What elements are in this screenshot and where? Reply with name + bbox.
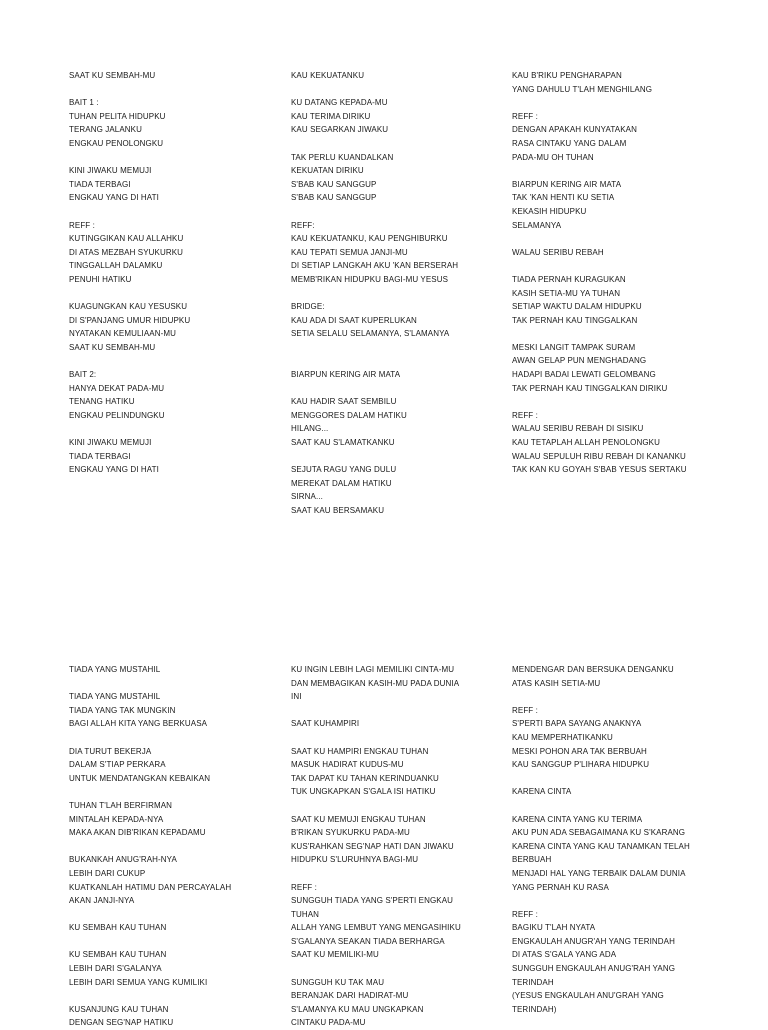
lyric-line: KAU SANGGUP P'LIHARA HIDUPKU — [512, 760, 650, 770]
lyric-line: MENDENGAR DAN BERSUKA DENGANKU — [512, 665, 674, 674]
lyric-line: ENGKAU YANG DI HATI — [69, 193, 159, 203]
line-spacer — [291, 287, 511, 301]
line-spacer — [69, 989, 289, 1003]
line-spacer — [291, 382, 511, 396]
lyric-line: BIARPUN KERING AIR MATA — [512, 179, 622, 189]
lyric-line: KEKUATAN DIRIKU — [291, 166, 364, 176]
top-column-3 — [512, 69, 732, 477]
lyric-line: KAU TETAPLAH ALLAH PENOLONGKU — [512, 438, 660, 448]
line-spacer — [69, 677, 289, 691]
lyric-line: KAU ADA DI SAAT KUPERLUKAN — [291, 315, 417, 325]
lyric-line: KUS'RAHKAN SEG'NAP HATI DAN JIWAKU — [291, 841, 454, 851]
lyric-line: TENANG HATIKU — [69, 397, 135, 407]
lyric-line: DIA TURUT BEKERJA — [69, 746, 152, 756]
line-spacer — [512, 772, 732, 786]
lyric-line: KINI JIWAKU MEMUJI — [69, 166, 152, 176]
lyric-line: BAGI ALLAH KITA YANG BERKUASA — [69, 719, 208, 729]
lyric-line: S'GALANYA SEAKAN TIADA BERHARGA — [291, 936, 445, 946]
lyric-line: MESKI POHON ARA TAK BERBUAH — [512, 746, 647, 756]
lyric-line: KUATKANLAH HATIMU DAN PERCAYALAH — [69, 882, 232, 892]
line-spacer — [291, 867, 511, 881]
lyric-line: ALLAH YANG LEMBUT YANG MENGASIHIKU — [291, 923, 461, 933]
lyric-line: TIADA PERNAH KURAGUKAN — [512, 274, 626, 284]
lyric-line: TERANG JALANKU — [69, 125, 142, 135]
line-spacer — [69, 422, 289, 436]
lyric-line: HILANG... — [291, 424, 329, 434]
lyric-line: SAAT KAU S'LAMATKANKU — [291, 438, 395, 448]
lyric-line: TAK 'KAN HENTI KU SETIA — [512, 193, 615, 203]
lyric-line: SIRNA... — [291, 492, 323, 502]
lyric-line: AKU PUN ADA SEBAGAIMANA KU S'KARANG — [512, 828, 686, 838]
line-spacer — [512, 259, 732, 273]
lyric-line: DI S'PANJANG UMUR HIDUPKU — [69, 315, 191, 325]
lyric-line: DAN MEMBAGIKAN KASIH-MU PADA DUNIA — [291, 678, 460, 688]
line-spacer — [512, 327, 732, 341]
lyric-line: WALAU SERIBU REBAH DI SISIKU — [512, 424, 644, 434]
lyric-line: REFF : — [69, 220, 95, 230]
lyric-line: SETIA SELALU SELAMANYA, S'LAMANYA — [291, 329, 450, 339]
lyric-line: TAK PERNAH KAU TINGGALKAN — [512, 315, 638, 325]
lyric-line: SAAT KU HAMPIRI ENGKAU TUHAN — [291, 746, 429, 756]
lyric-line: KAU SEGARKAN JIWAKU — [291, 125, 389, 135]
lyric-line: KAU MEMPERHATIKANKU — [512, 732, 613, 742]
lyric-line: SELAMANYA — [512, 220, 562, 230]
lyric-line: LEBIH DARI CUKUP — [69, 868, 146, 878]
lyric-line: NYATAKAN KEMULIAAN-MU — [69, 329, 177, 339]
top-column-2 — [291, 69, 511, 518]
lyric-line: KAU TERIMA DIRIKU — [291, 111, 371, 121]
line-spacer — [512, 395, 732, 409]
lyric-line: TERINDAH) — [512, 1004, 557, 1014]
lyric-line: MEREKAT DALAM HATIKU — [291, 478, 392, 488]
line-spacer — [291, 731, 511, 745]
lyric-line: BAIT 1 : — [69, 98, 99, 108]
lyric-line: HADAPI BADAI LEWATI GELOMBANG — [512, 370, 656, 380]
line-spacer — [291, 354, 511, 368]
lyric-line: KU SEMBAH KAU TUHAN — [69, 950, 167, 960]
lyric-line: KUSANJUNG KAU TUHAN — [69, 1004, 169, 1014]
lyric-line: YANG DAHULU T'LAH MENGHILANG — [512, 84, 653, 94]
lyric-line: SAAT KU SEMBAH-MU — [69, 342, 156, 352]
lyric-line: WALAU SERIBU REBAH — [512, 247, 604, 257]
lyric-line: KARENA CINTA — [512, 787, 572, 797]
line-spacer — [69, 840, 289, 854]
lyric-line: ENGKAU PELINDUNGKU — [69, 410, 165, 420]
lyric-line: BAGIKU T'LAH NYATA — [512, 923, 596, 933]
lyric-line: DI ATAS MEZBAH SYUKURKU — [69, 247, 184, 257]
lyric-line: KAU B'RIKU PENGHARAPAN — [512, 71, 622, 80]
line-spacer — [512, 894, 732, 908]
lyric-line: CINTAKU PADA-MU — [291, 1018, 366, 1028]
lyric-line: TIADA TERBAGI — [69, 179, 131, 189]
lyric-line: REFF : — [291, 882, 317, 892]
lyric-line: ATAS KASIH SETIA-MU — [512, 678, 601, 688]
lyric-line: INI — [291, 692, 302, 702]
lyric-line: SUNGGUH TIADA YANG S'PERTI ENGKAU — [291, 896, 454, 906]
line-spacer — [291, 450, 511, 464]
line-spacer — [512, 232, 732, 246]
lyric-line: RASA CINTAKU YANG DALAM — [512, 138, 627, 148]
lyric-line: KARENA CINTA YANG KU TERIMA — [512, 814, 643, 824]
lyric-line: S'PERTI BAPA SAYANG ANAKNYA — [512, 719, 642, 729]
lyric-line: DENGAN SEG'NAP HATIKU — [69, 1018, 174, 1028]
lyric-line: DENGAN APAKAH KUNYATAKAN — [512, 125, 637, 135]
lyric-line: TAK KAN KU GOYAH S'BAB YESUS SERTAKU — [512, 465, 687, 475]
line-spacer — [69, 354, 289, 368]
line-spacer — [69, 908, 289, 922]
lyric-line: PADA-MU OH TUHAN — [512, 152, 594, 162]
lyric-line: TAK PERLU KUANDALKAN — [291, 152, 394, 162]
lyric-line: SUNGGUH KU TAK MAU — [291, 977, 385, 987]
lyric-line: KU DATANG KEPADA-MU — [291, 98, 388, 108]
line-spacer — [291, 205, 511, 219]
lyric-line: MEMB'RIKAN HIDUPKU BAGI-MU YESUS — [291, 274, 449, 284]
lyric-line: KU INGIN LEBIH LAGI MEMILIKI CINTA-MU — [291, 665, 455, 674]
lyric-line: BERBUAH — [512, 855, 552, 865]
lyric-line: AWAN GELAP PUN MENGHADANG — [512, 356, 647, 366]
lyric-line: BIARPUN KERING AIR MATA — [291, 370, 401, 380]
line-spacer — [512, 799, 732, 813]
lyric-line: KAU HADIR SAAT SEMBILU — [291, 397, 397, 407]
lyric-line: MESKI LANGIT TAMPAK SURAM — [512, 342, 636, 352]
lyric-line: KAU KEKUATANKU, KAU PENGHIBURKU — [291, 234, 448, 244]
lyric-line: S'BAB KAU SANGGUP — [291, 193, 377, 203]
bottom-column-3 — [512, 663, 732, 1016]
lyric-line: TIADA YANG MUSTAHIL — [69, 665, 161, 674]
lyric-line: LEBIH DARI S'GALANYA — [69, 964, 162, 974]
lyric-line: REFF : — [512, 909, 538, 919]
line-spacer — [291, 704, 511, 718]
lyric-line: KEKASIH HIDUPKU — [512, 206, 587, 216]
line-spacer — [69, 287, 289, 301]
lyric-line: BRIDGE: — [291, 302, 325, 312]
lyric-line: DI ATAS S'GALA YANG ADA — [512, 950, 617, 960]
lyric-line: TUHAN — [291, 909, 320, 919]
lyric-line: REFF : — [512, 705, 538, 715]
lyric-line: SAAT KAU BERSAMAKU — [291, 506, 385, 515]
lyric-line: UNTUK MENDATANGKAN KEBAIKAN — [69, 773, 211, 783]
lyric-line: KUTINGGIKAN KAU ALLAHKU — [69, 234, 184, 244]
line-spacer — [69, 785, 289, 799]
lyric-line: TAK DAPAT KU TAHAN KERINDUANKU — [291, 773, 439, 783]
lyric-line: TINGGALLAH DALAMKU — [69, 261, 163, 271]
line-spacer — [291, 799, 511, 813]
lyric-line: TIADA YANG TAK MUNGKIN — [69, 705, 176, 715]
line-spacer — [512, 690, 732, 704]
lyric-line: HANYA DEKAT PADA-MU — [69, 383, 165, 393]
lyric-line: KU SEMBAH KAU TUHAN — [69, 923, 167, 933]
line-spacer — [69, 205, 289, 219]
lyric-line: AKAN JANJI-NYA — [69, 896, 135, 906]
lyric-line: MASUK HADIRAT KUDUS-MU — [291, 760, 404, 770]
lyric-line: YANG PERNAH KU RASA — [512, 882, 609, 892]
line-spacer — [291, 83, 511, 97]
lyric-line: SEJUTA RAGU YANG DULU — [291, 465, 397, 475]
lyric-line: MAKA AKAN DIB'RIKAN KEPADAMU — [69, 828, 206, 838]
lyric-line: TAK PERNAH KAU TINGGALKAN DIRIKU — [512, 383, 668, 393]
lyric-line: TUHAN T'LAH BERFIRMAN — [69, 800, 173, 810]
lyric-line: SAAT KU MEMILIKI-MU — [291, 950, 379, 960]
lyric-line: SUNGGUH ENGKAULAH ANUG'RAH YANG — [512, 964, 676, 974]
lyric-line: BERANJAK DARI HADIRAT-MU — [291, 991, 409, 1001]
lyric-line: DI SETIAP LANGKAH AKU 'KAN BERSERAH — [291, 261, 459, 271]
lyric-line: SAAT KU MEMUJI ENGKAU TUHAN — [291, 814, 426, 824]
lyric-line: TUK UNGKAPKAN S'GALA ISI HATIKU — [291, 787, 436, 797]
bottom-column-1 — [69, 663, 289, 1030]
top-column-1 — [69, 69, 289, 477]
lyric-line: SAAT KUHAMPIRI — [291, 719, 360, 729]
lyric-line: (YESUS ENGKAULAH ANU'GRAH YANG — [512, 991, 664, 1001]
lyric-line: KASIH SETIA-MU YA TUHAN — [512, 288, 621, 298]
lyric-line: TIADA YANG MUSTAHIL — [69, 692, 161, 702]
line-spacer — [291, 341, 511, 355]
lyric-line: DALAM S'TIAP PERKARA — [69, 760, 166, 770]
lyric-line: TIADA TERBAGI — [69, 451, 131, 461]
lyric-line: KARENA CINTA YANG KAU TANAMKAN TELAH — [512, 841, 690, 851]
lyric-line: KAU KEKUATANKU — [291, 71, 365, 80]
line-spacer — [69, 151, 289, 165]
lyric-line: REFF: — [291, 220, 315, 230]
lyric-line: REFF : — [512, 410, 538, 420]
lyric-line: ENGKAU YANG DI HATI — [69, 465, 159, 475]
lyric-line: HIDUPKU S'LURUHNYA BAGI-MU — [291, 855, 419, 865]
lyric-line: S'LAMANYA KU MAU UNGKAPKAN — [291, 1004, 424, 1014]
lyric-line: MINTALAH KEPADA-NYA — [69, 814, 164, 824]
line-spacer — [291, 137, 511, 151]
bottom-column-2 — [291, 663, 511, 1030]
lyric-line: SAAT KU SEMBAH-MU — [69, 71, 156, 80]
lyric-line: MENGGORES DALAM HATIKU — [291, 410, 407, 420]
lyric-line: S'BAB KAU SANGGUP — [291, 179, 377, 189]
line-spacer — [69, 935, 289, 949]
lyric-line: ENGKAU PENOLONGKU — [69, 138, 164, 148]
lyric-line: WALAU SEPULUH RIBU REBAH DI KANANKU — [512, 451, 686, 461]
lyric-line: BUKANKAH ANUG'RAH-NYA — [69, 855, 177, 865]
lyric-line: REFF : — [512, 111, 538, 121]
line-spacer — [291, 962, 511, 976]
lyric-line: TERINDAH — [512, 977, 554, 987]
lyric-line: BAIT 2: — [69, 370, 97, 380]
line-spacer — [69, 731, 289, 745]
lyric-line: TUHAN PELITA HIDUPKU — [69, 111, 166, 121]
lyric-line: LEBIH DARI SEMUA YANG KUMILIKI — [69, 977, 208, 987]
lyric-line: SETIAP WAKTU DALAM HIDUPKU — [512, 302, 642, 312]
lyric-line: B'RIKAN SYUKURKU PADA-MU — [291, 828, 410, 838]
lyric-line: KUAGUNGKAN KAU YESUSKU — [69, 302, 188, 312]
lyric-line: KAU TEPATI SEMUA JANJI-MU — [291, 247, 408, 257]
lyric-line: ENGKAULAH ANUGR'AH YANG TERINDAH — [512, 936, 675, 946]
line-spacer — [69, 83, 289, 97]
lyric-line: PENUHI HATIKU — [69, 274, 132, 284]
line-spacer — [512, 164, 732, 178]
lyric-line: KINI JIWAKU MEMUJI — [69, 438, 152, 448]
line-spacer — [512, 96, 732, 110]
lyric-line: MENJADI HAL YANG TERBAIK DALAM DUNIA — [512, 868, 686, 878]
